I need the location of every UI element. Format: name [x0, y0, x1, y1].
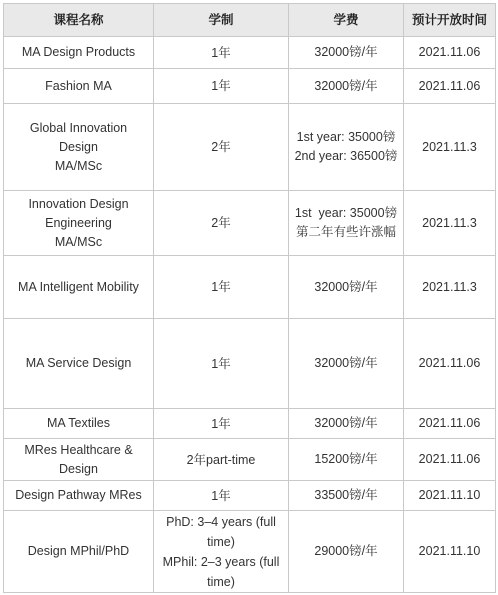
open-date-cell	[404, 409, 496, 439]
fee-cell	[289, 256, 404, 319]
duration-cell-line: MPhil: 2–3 years (full time)	[162, 554, 280, 589]
duration-cell	[154, 481, 289, 511]
course-name-cell-line: Design Pathway MRes	[15, 488, 142, 502]
fee-cell	[289, 104, 404, 191]
duration-cell	[154, 37, 289, 69]
duration-cell-line: 2年part-time	[186, 452, 256, 467]
table-row	[4, 104, 496, 191]
header-course: 课程名称	[4, 4, 154, 37]
fee-cell-line: 33500镑/年	[314, 488, 378, 502]
duration-cell-line: 1年	[211, 356, 231, 371]
course-name-cell-line: Innovation Design	[28, 196, 129, 211]
course-name-cell	[4, 319, 154, 409]
course-name-cell-line: MA Design Products	[21, 45, 136, 59]
fee-cell	[289, 409, 404, 439]
fee-cell	[289, 69, 404, 104]
table-row	[4, 439, 496, 481]
table-body	[4, 37, 496, 593]
course-name-cell	[4, 191, 154, 256]
duration-cell-line: 1年	[211, 488, 231, 503]
fee-cell	[289, 481, 404, 511]
course-name-cell	[4, 511, 154, 593]
duration-cell	[154, 439, 289, 481]
open-date-cell-line: 2021.11.3	[422, 279, 477, 294]
fee-cell-line: 32000镑/年	[314, 416, 378, 430]
course-name-cell-line: Global Innovation	[29, 120, 128, 135]
course-name-cell	[4, 104, 154, 191]
fee-cell	[289, 439, 404, 481]
table-row	[4, 69, 496, 104]
course-name-cell	[4, 69, 154, 104]
course-name-cell-line: Design	[59, 139, 98, 154]
header-duration: 学制	[154, 4, 289, 37]
duration-cell	[154, 319, 289, 409]
fee-cell-line: 29000镑/年	[314, 544, 378, 558]
header-open-date: 预计开放时间	[404, 4, 496, 37]
fee-cell	[289, 37, 404, 69]
course-table-container	[3, 3, 495, 593]
open-date-cell	[404, 319, 496, 409]
open-date-cell-line: 2021.11.10	[418, 488, 481, 502]
fee-cell-line: 32000镑/年	[314, 356, 378, 370]
open-date-cell-line: 2021.11.06	[418, 78, 481, 93]
open-date-cell-line: 2021.11.10	[418, 544, 481, 558]
header-row	[4, 4, 496, 37]
table-header	[4, 4, 496, 37]
fee-cell-line: 第二年有些许涨幅	[295, 225, 396, 239]
course-name-cell	[4, 37, 154, 69]
duration-cell	[154, 191, 289, 256]
table-row	[4, 409, 496, 439]
open-date-cell-line: 2021.11.06	[418, 416, 481, 430]
course-name-cell-line: MA/MSc	[54, 158, 103, 173]
open-date-cell	[404, 511, 496, 593]
duration-cell-line: 2年	[211, 140, 231, 154]
fee-cell	[289, 319, 404, 409]
open-date-cell	[404, 37, 496, 69]
course-name-cell-line: MA Textiles	[47, 416, 110, 430]
table-row	[4, 191, 496, 256]
course-table	[3, 3, 496, 593]
course-name-cell-line: MA/MSc	[54, 234, 103, 249]
course-name-cell	[4, 439, 154, 481]
duration-cell	[154, 69, 289, 104]
fee-cell-line: 2nd year: 36500镑	[294, 149, 398, 163]
table-row	[4, 481, 496, 511]
open-date-cell	[404, 439, 496, 481]
open-date-cell-line: 2021.11.06	[418, 356, 481, 370]
open-date-cell	[404, 69, 496, 104]
duration-cell	[154, 256, 289, 319]
course-name-cell	[4, 481, 154, 511]
open-date-cell-line: 2021.11.06	[418, 452, 481, 466]
course-name-cell	[4, 256, 154, 319]
open-date-cell	[404, 191, 496, 256]
duration-cell-line: 1年	[211, 45, 231, 60]
fee-cell	[289, 511, 404, 593]
fee-cell-line: 1st year: 35000镑	[294, 206, 398, 220]
duration-cell-line: PhD: 3–4 years (full time)	[166, 514, 276, 549]
table-row	[4, 319, 496, 409]
duration-cell	[154, 409, 289, 439]
open-date-cell-line: 2021.11.06	[418, 45, 481, 59]
table-row	[4, 37, 496, 69]
fee-cell-line: 15200镑/年	[314, 452, 378, 466]
course-name-cell-line: Fashion MA	[45, 78, 112, 93]
duration-cell	[154, 511, 289, 593]
course-name-cell	[4, 409, 154, 439]
fee-cell-line: 1st year: 35000镑	[296, 130, 396, 144]
course-name-cell-line: MRes Healthcare &	[24, 442, 133, 457]
open-date-cell	[404, 104, 496, 191]
course-name-cell-line: Design MPhil/PhD	[27, 544, 130, 558]
course-name-cell-line: Design	[59, 461, 98, 476]
table-row	[4, 511, 496, 593]
open-date-cell	[404, 256, 496, 319]
duration-cell-line: 1年	[211, 416, 231, 431]
duration-cell-line: 1年	[211, 280, 231, 294]
duration-cell	[154, 104, 289, 191]
fee-cell-line: 32000镑/年	[314, 279, 378, 294]
course-name-cell-line: Engineering	[45, 215, 112, 230]
fee-cell-line: 32000镑/年	[314, 78, 378, 93]
course-name-cell-line: MA Intelligent Mobility	[18, 279, 139, 294]
open-date-cell	[404, 481, 496, 511]
duration-cell-line: 2年	[211, 216, 231, 230]
duration-cell-line: 1年	[211, 79, 231, 93]
table-row	[4, 256, 496, 319]
open-date-cell-line: 2021.11.3	[422, 215, 477, 230]
open-date-cell-line: 2021.11.3	[422, 139, 477, 154]
header-fee: 学费	[289, 4, 404, 37]
fee-cell-line: 32000镑/年	[314, 45, 378, 59]
course-name-cell-line: MA Service Design	[25, 356, 132, 370]
fee-cell	[289, 191, 404, 256]
